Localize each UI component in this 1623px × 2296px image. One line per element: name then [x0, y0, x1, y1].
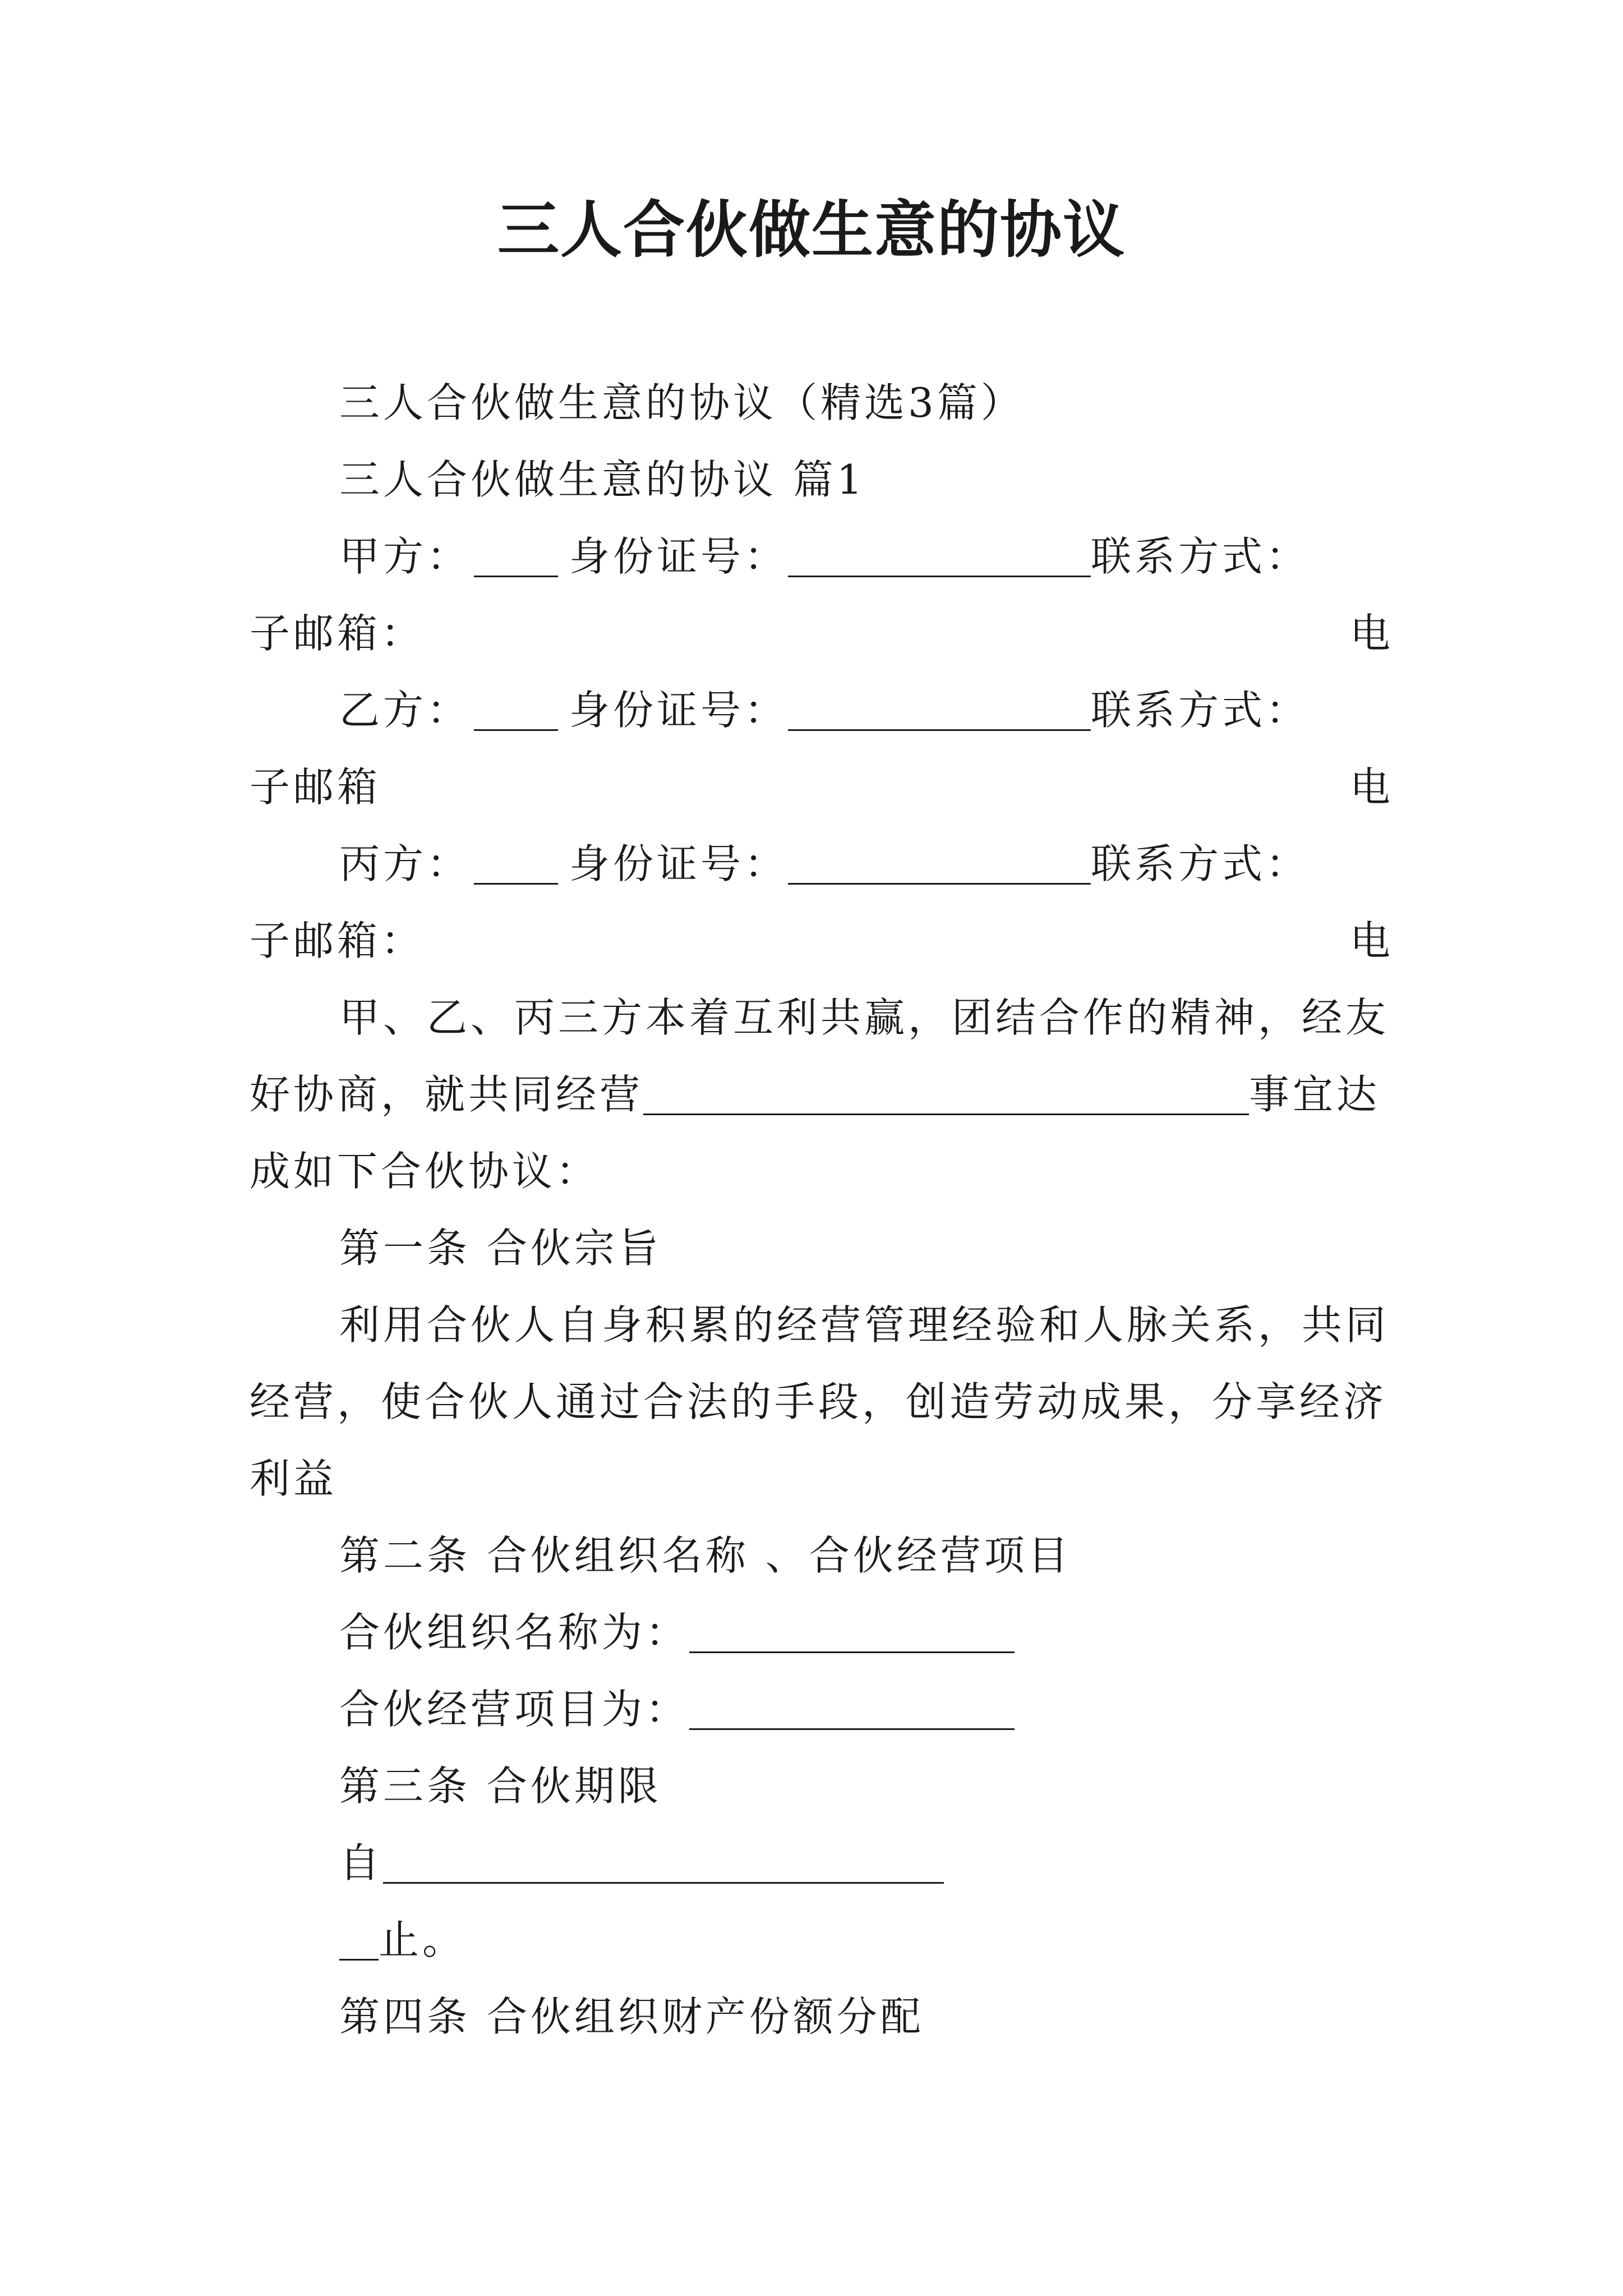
party-b-label: 乙方： [339, 687, 471, 734]
intro-paragraph [250, 979, 1394, 1210]
business-blank[interactable] [643, 1074, 1249, 1115]
party-a-contact-label: 联系方式： [1091, 533, 1310, 580]
party-c-email-label-a: 电 [1349, 917, 1394, 964]
org-name-blank[interactable] [689, 1612, 1015, 1653]
intro-text-a: 甲、乙、丙三方本着互利共赢，团结合作的精神，经友好协商，就共同经营 [250, 994, 1390, 1118]
article-4-heading: 第四条 合伙组织财产份额分配 [339, 1993, 924, 2040]
party-b-id-label: 身份证号： [569, 687, 789, 734]
party-a-label: 甲方： [339, 533, 471, 580]
document-body [250, 365, 1394, 2055]
party-c-id-blank[interactable] [788, 844, 1091, 885]
term-from-label: 自 [339, 1839, 384, 1887]
party-b-name-blank[interactable] [474, 690, 558, 731]
party-b-email-label-a: 电 [1349, 763, 1394, 811]
party-c-name-blank[interactable] [474, 844, 558, 885]
intro-text-b: 事宜达成如下合伙协议： [250, 1071, 1381, 1195]
org-name-line [250, 1594, 1394, 1671]
party-b-contact-label: 联系方式： [1091, 687, 1310, 734]
term-end-blank[interactable] [339, 1920, 379, 1961]
party-a-email-line: 子邮箱： [250, 610, 425, 657]
party-a-name-blank[interactable] [474, 536, 558, 577]
term-to-label: 止。 [379, 1916, 467, 1963]
project-blank[interactable] [689, 1689, 1015, 1730]
party-b-email-line: 子邮箱 [250, 763, 381, 811]
party-a-email-label-a: 电 [1349, 610, 1394, 657]
article-1-heading: 第一条 合伙宗旨 [339, 1225, 662, 1272]
term-from-line [250, 1825, 1394, 1902]
article-1-text: 利用合伙人自身积累的经营管理经验和人脉关系，共同经营，使合伙人通过合法的手段，创造劳动成果，分享经济利益 [250, 1301, 1390, 1502]
party-b-id-blank[interactable] [788, 690, 1091, 731]
term-to-line [250, 1902, 1394, 1978]
article-3-heading: 第三条 合伙期限 [339, 1763, 662, 1810]
project-line [250, 1671, 1394, 1748]
subtitle: 三人合伙做生意的协议（精选3篇） [339, 379, 1025, 426]
term-date-blank[interactable] [383, 1843, 944, 1884]
section-heading: 三人合伙做生意的协议 篇1 [339, 456, 866, 503]
party-c-id-label: 身份证号： [569, 840, 789, 887]
project-label: 合伙经营项目为： [339, 1686, 690, 1733]
org-name-label: 合伙组织名称为： [339, 1609, 690, 1656]
article-2-heading: 第二条 合伙组织名称 、合伙经营项目 [339, 1532, 1072, 1579]
party-c-label: 丙方： [339, 840, 471, 887]
party-a-id-label: 身份证号： [569, 533, 789, 580]
party-a-id-blank[interactable] [788, 536, 1091, 577]
party-c-email-line: 子邮箱： [250, 917, 425, 964]
document-title: 三人合伙做生意的协议 [497, 194, 1126, 266]
party-c-contact-label: 联系方式： [1091, 840, 1310, 887]
